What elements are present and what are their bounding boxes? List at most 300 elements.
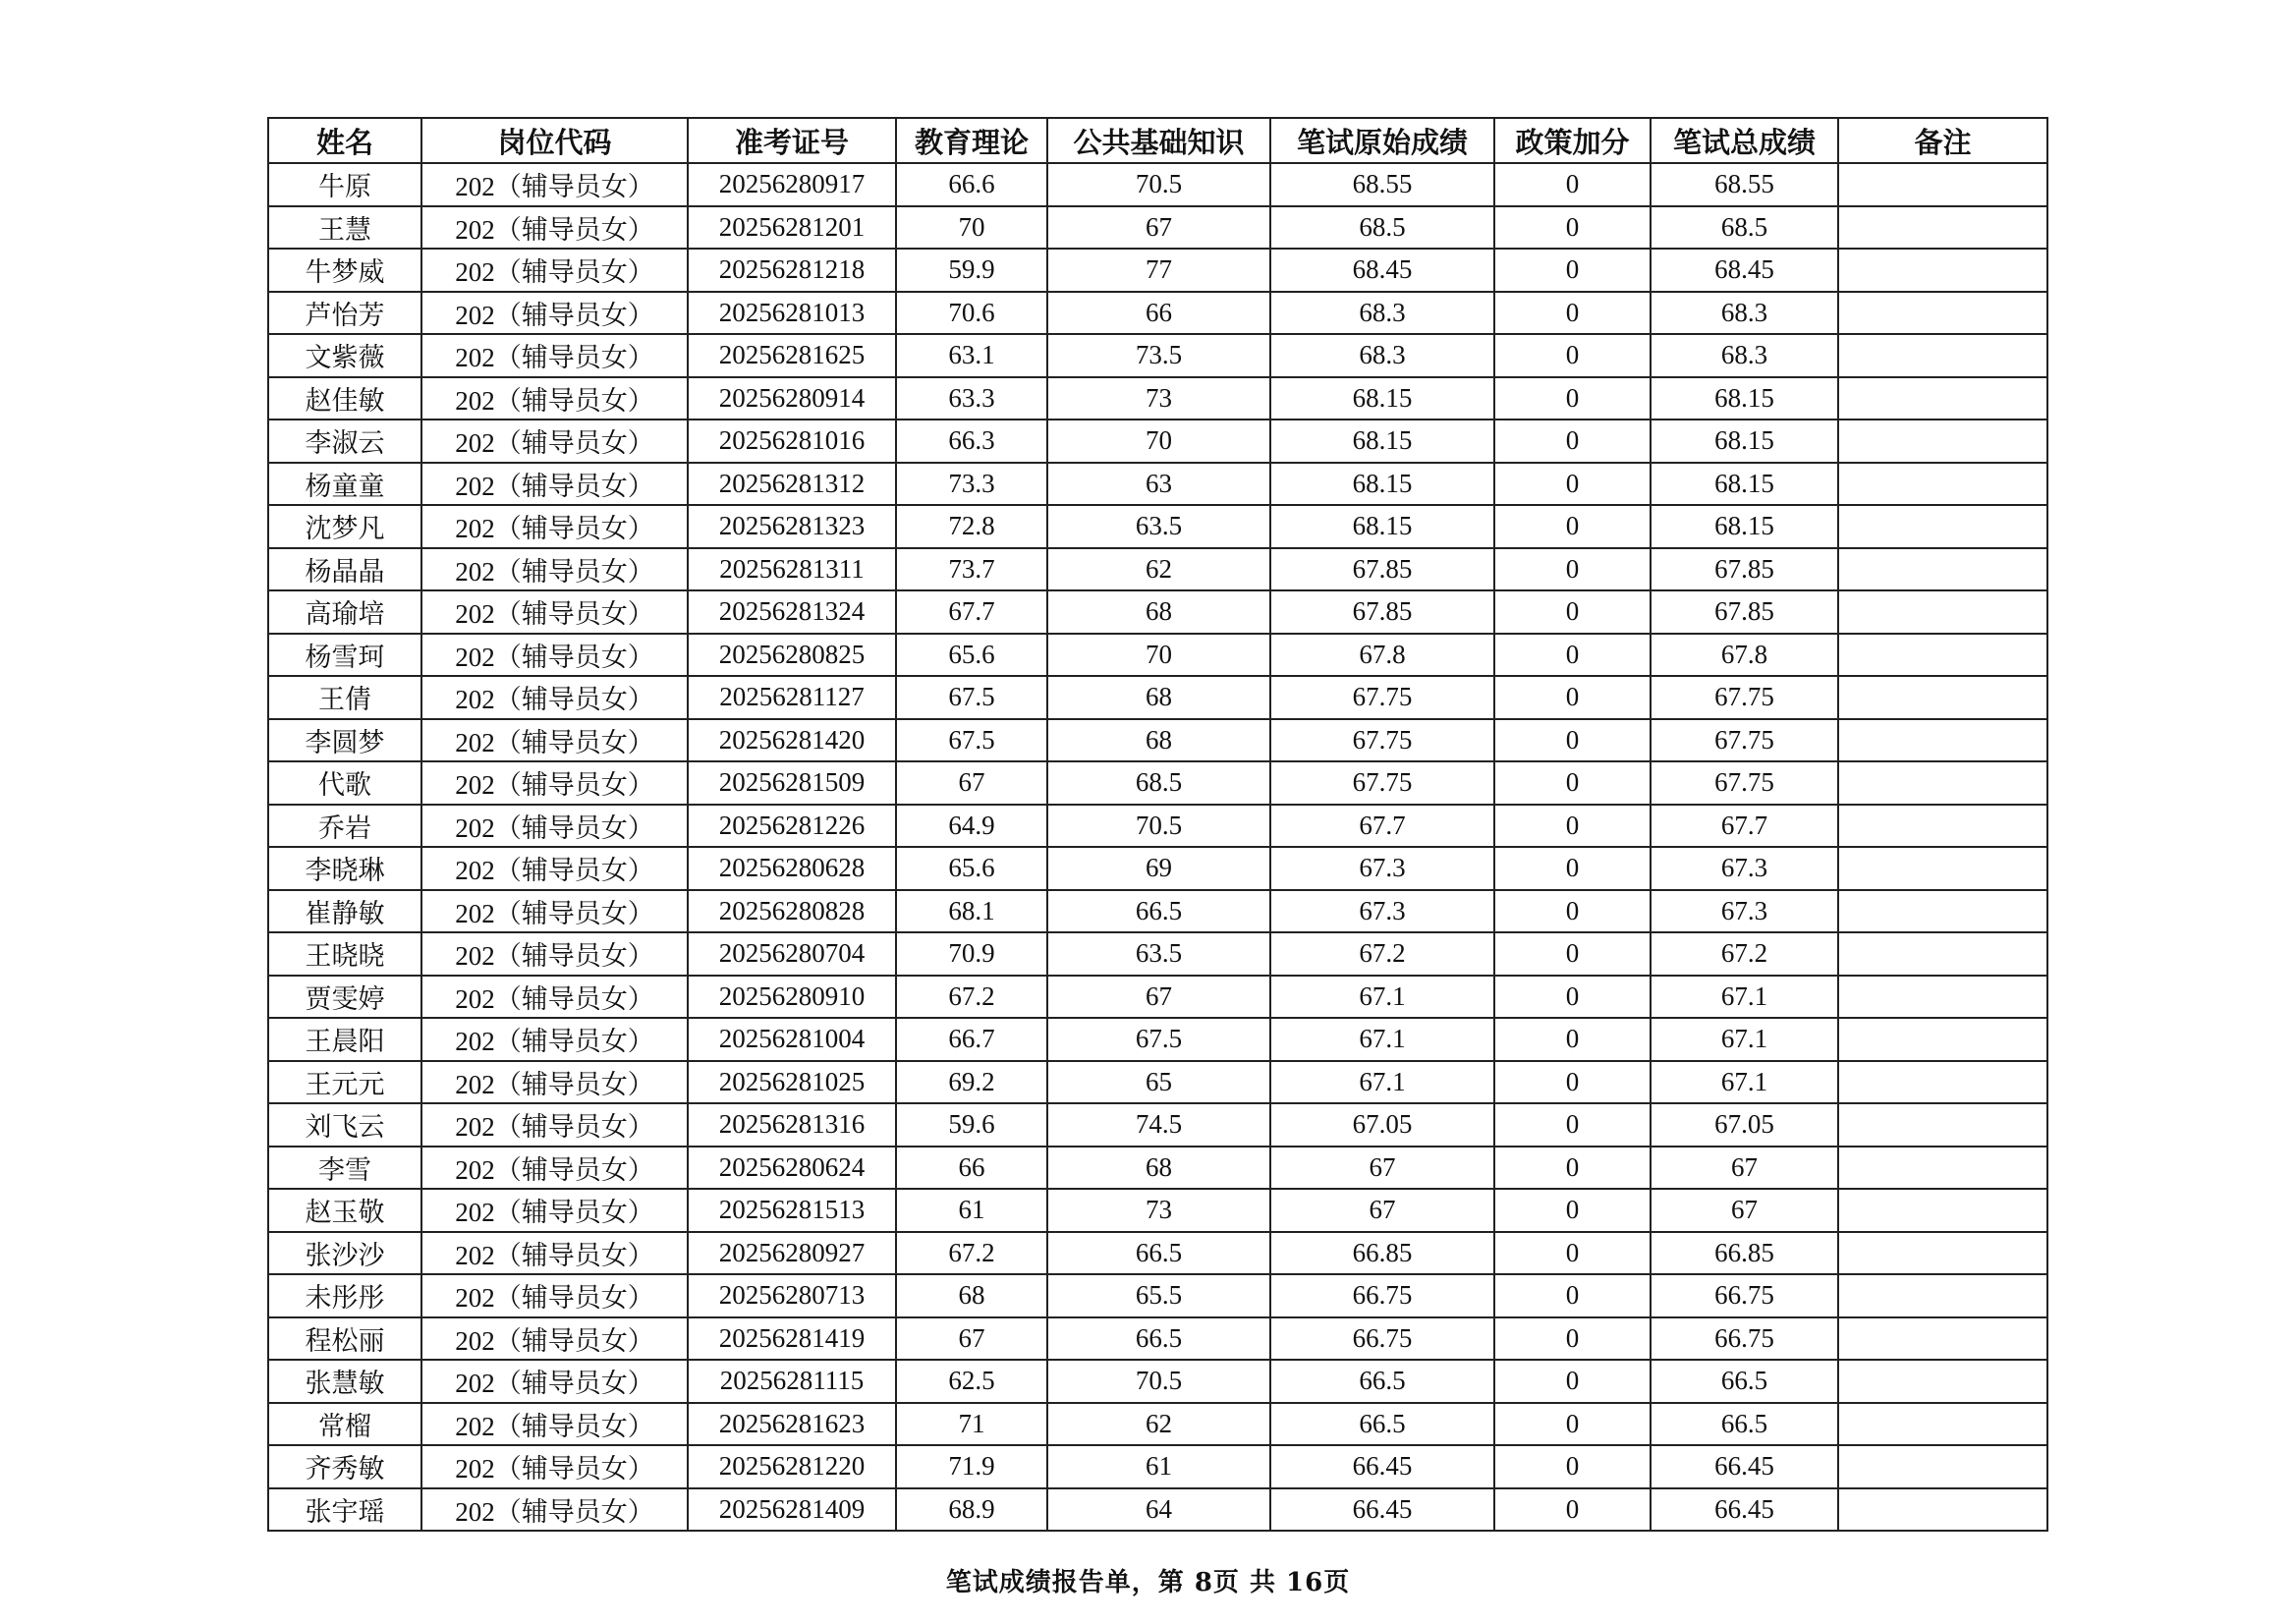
cell-policy-bonus: 0	[1494, 1317, 1651, 1361]
cell-name: 贾雯婷	[268, 976, 421, 1019]
cell-name: 刘飞云	[268, 1103, 421, 1147]
cell-public-knowledge: 68.5	[1047, 761, 1270, 805]
cell-policy-bonus: 0	[1494, 634, 1651, 677]
cell-public-knowledge: 63.5	[1047, 932, 1270, 976]
cell-exam-id: 20256280927	[688, 1232, 896, 1275]
cell-remarks	[1838, 377, 2047, 420]
cell-remarks	[1838, 590, 2047, 634]
cell-name: 芦怡芳	[268, 292, 421, 335]
cell-raw-score: 67	[1270, 1189, 1494, 1232]
cell-position-code: 202（辅导员女）	[421, 719, 688, 762]
cell-exam-id: 20256281420	[688, 719, 896, 762]
cell-position-code: 202（辅导员女）	[421, 548, 688, 591]
cell-name: 张慧敏	[268, 1360, 421, 1403]
cell-position-code: 202（辅导员女）	[421, 1232, 688, 1275]
cell-exam-id: 20256281127	[688, 676, 896, 719]
header-education-theory: 教育理论	[896, 118, 1047, 163]
cell-policy-bonus: 0	[1494, 590, 1651, 634]
cell-exam-id: 20256280713	[688, 1274, 896, 1317]
cell-public-knowledge: 68	[1047, 1147, 1270, 1190]
cell-policy-bonus: 0	[1494, 505, 1651, 548]
cell-total-score: 67.75	[1651, 719, 1838, 762]
cell-total-score: 66.85	[1651, 1232, 1838, 1275]
cell-exam-id: 20256280704	[688, 932, 896, 976]
cell-raw-score: 67.7	[1270, 805, 1494, 848]
cell-education-theory: 66.6	[896, 163, 1047, 206]
table-row	[268, 1445, 2047, 1488]
cell-remarks	[1838, 163, 2047, 206]
cell-total-score: 68.3	[1651, 334, 1838, 377]
cell-position-code: 202（辅导员女）	[421, 420, 688, 463]
cell-policy-bonus: 0	[1494, 976, 1651, 1019]
cell-total-score: 67.8	[1651, 634, 1838, 677]
cell-remarks	[1838, 1189, 2047, 1232]
cell-raw-score: 68.55	[1270, 163, 1494, 206]
cell-public-knowledge: 77	[1047, 249, 1270, 292]
cell-raw-score: 66.85	[1270, 1232, 1494, 1275]
cell-education-theory: 67	[896, 761, 1047, 805]
cell-policy-bonus: 0	[1494, 1403, 1651, 1446]
cell-exam-id: 20256281623	[688, 1403, 896, 1446]
cell-position-code: 202（辅导员女）	[421, 1488, 688, 1532]
header-name: 姓名	[268, 118, 421, 163]
cell-education-theory: 59.9	[896, 249, 1047, 292]
cell-education-theory: 67.7	[896, 590, 1047, 634]
cell-remarks	[1838, 847, 2047, 890]
table-row	[268, 206, 2047, 250]
cell-remarks	[1838, 1360, 2047, 1403]
score-table	[267, 117, 2048, 1532]
cell-total-score: 68.15	[1651, 463, 1838, 506]
cell-position-code: 202（辅导员女）	[421, 1018, 688, 1061]
cell-position-code: 202（辅导员女）	[421, 1403, 688, 1446]
cell-policy-bonus: 0	[1494, 1018, 1651, 1061]
table-row	[268, 377, 2047, 420]
cell-public-knowledge: 68	[1047, 676, 1270, 719]
cell-exam-id: 20256281311	[688, 548, 896, 591]
cell-remarks	[1838, 676, 2047, 719]
cell-policy-bonus: 0	[1494, 932, 1651, 976]
cell-total-score: 67.7	[1651, 805, 1838, 848]
cell-public-knowledge: 67	[1047, 206, 1270, 250]
cell-name: 赵玉敬	[268, 1189, 421, 1232]
cell-raw-score: 67.3	[1270, 890, 1494, 933]
cell-total-score: 67	[1651, 1189, 1838, 1232]
cell-position-code: 202（辅导员女）	[421, 805, 688, 848]
cell-exam-id: 20256281115	[688, 1360, 896, 1403]
cell-education-theory: 61	[896, 1189, 1047, 1232]
table-row	[268, 634, 2047, 677]
cell-education-theory: 67.2	[896, 1232, 1047, 1275]
cell-raw-score: 67.75	[1270, 719, 1494, 762]
table-row	[268, 1061, 2047, 1104]
cell-exam-id: 20256280828	[688, 890, 896, 933]
cell-raw-score: 67.8	[1270, 634, 1494, 677]
cell-remarks	[1838, 1488, 2047, 1532]
cell-name: 王晨阳	[268, 1018, 421, 1061]
table-row	[268, 976, 2047, 1019]
cell-remarks	[1838, 890, 2047, 933]
cell-exam-id: 20256280914	[688, 377, 896, 420]
cell-policy-bonus: 0	[1494, 719, 1651, 762]
cell-education-theory: 70.9	[896, 932, 1047, 976]
cell-name: 李圆梦	[268, 719, 421, 762]
table-row	[268, 890, 2047, 933]
cell-name: 程松丽	[268, 1317, 421, 1361]
cell-remarks	[1838, 1403, 2047, 1446]
cell-policy-bonus: 0	[1494, 890, 1651, 933]
cell-policy-bonus: 0	[1494, 163, 1651, 206]
cell-position-code: 202（辅导员女）	[421, 1317, 688, 1361]
cell-exam-id: 20256281316	[688, 1103, 896, 1147]
cell-position-code: 202（辅导员女）	[421, 676, 688, 719]
cell-education-theory: 67	[896, 1317, 1047, 1361]
cell-policy-bonus: 0	[1494, 805, 1651, 848]
cell-remarks	[1838, 761, 2047, 805]
cell-education-theory: 68.1	[896, 890, 1047, 933]
header-policy-bonus: 政策加分	[1494, 118, 1651, 163]
cell-education-theory: 64.9	[896, 805, 1047, 848]
cell-education-theory: 63.1	[896, 334, 1047, 377]
cell-exam-id: 20256281513	[688, 1189, 896, 1232]
table-row	[268, 1488, 2047, 1532]
cell-public-knowledge: 73	[1047, 1189, 1270, 1232]
cell-raw-score: 67.1	[1270, 1061, 1494, 1104]
cell-exam-id: 20256280624	[688, 1147, 896, 1190]
cell-raw-score: 67.85	[1270, 548, 1494, 591]
header-remarks: 备注	[1838, 118, 2047, 163]
cell-remarks	[1838, 719, 2047, 762]
cell-position-code: 202（辅导员女）	[421, 932, 688, 976]
cell-remarks	[1838, 1445, 2047, 1488]
cell-name: 张宇瑶	[268, 1488, 421, 1532]
cell-remarks	[1838, 1103, 2047, 1147]
cell-public-knowledge: 62	[1047, 548, 1270, 591]
cell-position-code: 202（辅导员女）	[421, 463, 688, 506]
cell-name: 李淑云	[268, 420, 421, 463]
cell-raw-score: 68.3	[1270, 292, 1494, 335]
table-row	[268, 676, 2047, 719]
cell-public-knowledge: 61	[1047, 1445, 1270, 1488]
cell-exam-id: 20256280910	[688, 976, 896, 1019]
header-row	[268, 118, 2047, 163]
cell-total-score: 67.1	[1651, 976, 1838, 1019]
cell-raw-score: 67.2	[1270, 932, 1494, 976]
cell-policy-bonus: 0	[1494, 206, 1651, 250]
cell-policy-bonus: 0	[1494, 377, 1651, 420]
cell-total-score: 68.15	[1651, 377, 1838, 420]
cell-education-theory: 73.3	[896, 463, 1047, 506]
cell-remarks	[1838, 932, 2047, 976]
cell-position-code: 202（辅导员女）	[421, 206, 688, 250]
cell-total-score: 67.75	[1651, 761, 1838, 805]
cell-position-code: 202（辅导员女）	[421, 634, 688, 677]
cell-total-score: 67.3	[1651, 847, 1838, 890]
cell-education-theory: 65.6	[896, 634, 1047, 677]
cell-policy-bonus: 0	[1494, 1103, 1651, 1147]
cell-name: 常榴	[268, 1403, 421, 1446]
cell-public-knowledge: 69	[1047, 847, 1270, 890]
cell-education-theory: 70	[896, 206, 1047, 250]
cell-education-theory: 65.6	[896, 847, 1047, 890]
table-row	[268, 1274, 2047, 1317]
header-public-knowledge: 公共基础知识	[1047, 118, 1270, 163]
cell-exam-id: 20256281201	[688, 206, 896, 250]
cell-remarks	[1838, 505, 2047, 548]
cell-name: 牛原	[268, 163, 421, 206]
cell-remarks	[1838, 420, 2047, 463]
header-position-code: 岗位代码	[421, 118, 688, 163]
cell-public-knowledge: 67	[1047, 976, 1270, 1019]
cell-total-score: 67	[1651, 1147, 1838, 1190]
cell-policy-bonus: 0	[1494, 761, 1651, 805]
cell-education-theory: 69.2	[896, 1061, 1047, 1104]
cell-name: 代歌	[268, 761, 421, 805]
cell-remarks	[1838, 1317, 2047, 1361]
cell-remarks	[1838, 805, 2047, 848]
cell-remarks	[1838, 1232, 2047, 1275]
cell-position-code: 202（辅导员女）	[421, 761, 688, 805]
cell-exam-id: 20256281016	[688, 420, 896, 463]
cell-policy-bonus: 0	[1494, 847, 1651, 890]
cell-policy-bonus: 0	[1494, 1189, 1651, 1232]
table-row	[268, 548, 2047, 591]
cell-total-score: 68.15	[1651, 420, 1838, 463]
table-row	[268, 1317, 2047, 1361]
cell-total-score: 67.1	[1651, 1061, 1838, 1104]
cell-position-code: 202（辅导员女）	[421, 505, 688, 548]
cell-education-theory: 71	[896, 1403, 1047, 1446]
cell-position-code: 202（辅导员女）	[421, 292, 688, 335]
cell-position-code: 202（辅导员女）	[421, 1061, 688, 1104]
cell-raw-score: 66.45	[1270, 1445, 1494, 1488]
cell-policy-bonus: 0	[1494, 1147, 1651, 1190]
cell-public-knowledge: 64	[1047, 1488, 1270, 1532]
cell-exam-id: 20256281220	[688, 1445, 896, 1488]
cell-position-code: 202（辅导员女）	[421, 1103, 688, 1147]
cell-name: 乔岩	[268, 805, 421, 848]
cell-name: 杨晶晶	[268, 548, 421, 591]
cell-policy-bonus: 0	[1494, 420, 1651, 463]
cell-exam-id: 20256281004	[688, 1018, 896, 1061]
cell-remarks	[1838, 249, 2047, 292]
table-row	[268, 1403, 2047, 1446]
cell-public-knowledge: 65	[1047, 1061, 1270, 1104]
cell-public-knowledge: 67.5	[1047, 1018, 1270, 1061]
cell-total-score: 68.15	[1651, 505, 1838, 548]
cell-remarks	[1838, 334, 2047, 377]
cell-education-theory: 71.9	[896, 1445, 1047, 1488]
cell-name: 王倩	[268, 676, 421, 719]
cell-position-code: 202（辅导员女）	[421, 1445, 688, 1488]
cell-education-theory: 68.9	[896, 1488, 1047, 1532]
cell-total-score: 66.45	[1651, 1488, 1838, 1532]
cell-remarks	[1838, 1061, 2047, 1104]
cell-exam-id: 20256281218	[688, 249, 896, 292]
cell-total-score: 67.85	[1651, 548, 1838, 591]
cell-education-theory: 72.8	[896, 505, 1047, 548]
cell-name: 杨童童	[268, 463, 421, 506]
cell-policy-bonus: 0	[1494, 1445, 1651, 1488]
cell-exam-id: 20256281013	[688, 292, 896, 335]
cell-raw-score: 67	[1270, 1147, 1494, 1190]
cell-exam-id: 20256280917	[688, 163, 896, 206]
cell-raw-score: 68.15	[1270, 420, 1494, 463]
cell-total-score: 67.2	[1651, 932, 1838, 976]
header-total-score: 笔试总成绩	[1651, 118, 1838, 163]
cell-public-knowledge: 66	[1047, 292, 1270, 335]
cell-exam-id: 20256281025	[688, 1061, 896, 1104]
cell-policy-bonus: 0	[1494, 1232, 1651, 1275]
cell-remarks	[1838, 976, 2047, 1019]
cell-education-theory: 63.3	[896, 377, 1047, 420]
cell-remarks	[1838, 1018, 2047, 1061]
cell-policy-bonus: 0	[1494, 1360, 1651, 1403]
cell-policy-bonus: 0	[1494, 292, 1651, 335]
cell-name: 张沙沙	[268, 1232, 421, 1275]
cell-exam-id: 20256280628	[688, 847, 896, 890]
cell-education-theory: 68	[896, 1274, 1047, 1317]
cell-education-theory: 66.7	[896, 1018, 1047, 1061]
cell-education-theory: 67.5	[896, 676, 1047, 719]
table-row	[268, 805, 2047, 848]
cell-position-code: 202（辅导员女）	[421, 890, 688, 933]
cell-policy-bonus: 0	[1494, 463, 1651, 506]
cell-total-score: 66.45	[1651, 1445, 1838, 1488]
cell-name: 沈梦凡	[268, 505, 421, 548]
cell-total-score: 66.5	[1651, 1360, 1838, 1403]
cell-public-knowledge: 62	[1047, 1403, 1270, 1446]
table-row	[268, 932, 2047, 976]
cell-total-score: 67.3	[1651, 890, 1838, 933]
table-row	[268, 334, 2047, 377]
cell-education-theory: 73.7	[896, 548, 1047, 591]
cell-exam-id: 20256280825	[688, 634, 896, 677]
cell-public-knowledge: 74.5	[1047, 1103, 1270, 1147]
cell-name: 王元元	[268, 1061, 421, 1104]
cell-education-theory: 66	[896, 1147, 1047, 1190]
cell-raw-score: 66.75	[1270, 1274, 1494, 1317]
table-row	[268, 847, 2047, 890]
cell-position-code: 202（辅导员女）	[421, 847, 688, 890]
cell-name: 李晓琳	[268, 847, 421, 890]
cell-remarks	[1838, 1274, 2047, 1317]
cell-total-score: 68.55	[1651, 163, 1838, 206]
table-row	[268, 292, 2047, 335]
table-row	[268, 719, 2047, 762]
table-row	[268, 505, 2047, 548]
table-row	[268, 1018, 2047, 1061]
cell-raw-score: 67.75	[1270, 761, 1494, 805]
cell-remarks	[1838, 1147, 2047, 1190]
cell-raw-score: 68.15	[1270, 377, 1494, 420]
page-footer: 笔试成绩报告单，第 8页 共 16页	[945, 1568, 1351, 1597]
cell-education-theory: 67.2	[896, 976, 1047, 1019]
cell-name: 王晓晓	[268, 932, 421, 976]
cell-exam-id: 20256281409	[688, 1488, 896, 1532]
cell-remarks	[1838, 463, 2047, 506]
cell-raw-score: 66.5	[1270, 1360, 1494, 1403]
cell-raw-score: 67.75	[1270, 676, 1494, 719]
cell-name: 高瑜培	[268, 590, 421, 634]
cell-total-score: 67.05	[1651, 1103, 1838, 1147]
cell-position-code: 202（辅导员女）	[421, 249, 688, 292]
cell-raw-score: 68.15	[1270, 463, 1494, 506]
cell-public-knowledge: 63	[1047, 463, 1270, 506]
table-row	[268, 1232, 2047, 1275]
cell-raw-score: 66.75	[1270, 1317, 1494, 1361]
cell-remarks	[1838, 292, 2047, 335]
cell-public-knowledge: 66.5	[1047, 1232, 1270, 1275]
cell-name: 未彤彤	[268, 1274, 421, 1317]
cell-raw-score: 67.1	[1270, 1018, 1494, 1061]
cell-position-code: 202（辅导员女）	[421, 334, 688, 377]
cell-education-theory: 59.6	[896, 1103, 1047, 1147]
cell-raw-score: 68.45	[1270, 249, 1494, 292]
cell-policy-bonus: 0	[1494, 249, 1651, 292]
cell-total-score: 68.3	[1651, 292, 1838, 335]
cell-position-code: 202（辅导员女）	[421, 1189, 688, 1232]
cell-exam-id: 20256281226	[688, 805, 896, 848]
cell-exam-id: 20256281323	[688, 505, 896, 548]
cell-public-knowledge: 70.5	[1047, 805, 1270, 848]
cell-raw-score: 68.15	[1270, 505, 1494, 548]
cell-total-score: 66.5	[1651, 1403, 1838, 1446]
table-row	[268, 1147, 2047, 1190]
cell-raw-score: 66.45	[1270, 1488, 1494, 1532]
cell-position-code: 202（辅导员女）	[421, 163, 688, 206]
cell-public-knowledge: 70.5	[1047, 163, 1270, 206]
cell-raw-score: 68.5	[1270, 206, 1494, 250]
cell-position-code: 202（辅导员女）	[421, 976, 688, 1019]
cell-raw-score: 67.05	[1270, 1103, 1494, 1147]
cell-remarks	[1838, 548, 2047, 591]
cell-total-score: 68.5	[1651, 206, 1838, 250]
cell-raw-score: 67.85	[1270, 590, 1494, 634]
cell-name: 王慧	[268, 206, 421, 250]
table-row	[268, 463, 2047, 506]
cell-position-code: 202（辅导员女）	[421, 590, 688, 634]
cell-name: 齐秀敏	[268, 1445, 421, 1488]
cell-policy-bonus: 0	[1494, 1488, 1651, 1532]
table-row	[268, 249, 2047, 292]
cell-public-knowledge: 63.5	[1047, 505, 1270, 548]
cell-education-theory: 67.5	[896, 719, 1047, 762]
cell-position-code: 202（辅导员女）	[421, 1274, 688, 1317]
cell-total-score: 67.75	[1651, 676, 1838, 719]
cell-name: 崔静敏	[268, 890, 421, 933]
cell-public-knowledge: 66.5	[1047, 1317, 1270, 1361]
cell-name: 李雪	[268, 1147, 421, 1190]
cell-exam-id: 20256281324	[688, 590, 896, 634]
table-header	[268, 118, 2047, 163]
cell-total-score: 67.85	[1651, 590, 1838, 634]
cell-public-knowledge: 73	[1047, 377, 1270, 420]
cell-total-score: 66.75	[1651, 1274, 1838, 1317]
cell-public-knowledge: 65.5	[1047, 1274, 1270, 1317]
table-row	[268, 761, 2047, 805]
cell-public-knowledge: 68	[1047, 590, 1270, 634]
cell-name: 杨雪珂	[268, 634, 421, 677]
cell-exam-id: 20256281509	[688, 761, 896, 805]
table-row	[268, 1360, 2047, 1403]
cell-total-score: 66.75	[1651, 1317, 1838, 1361]
cell-policy-bonus: 0	[1494, 548, 1651, 591]
cell-position-code: 202（辅导员女）	[421, 377, 688, 420]
cell-public-knowledge: 68	[1047, 719, 1270, 762]
cell-exam-id: 20256281419	[688, 1317, 896, 1361]
cell-public-knowledge: 70.5	[1047, 1360, 1270, 1403]
